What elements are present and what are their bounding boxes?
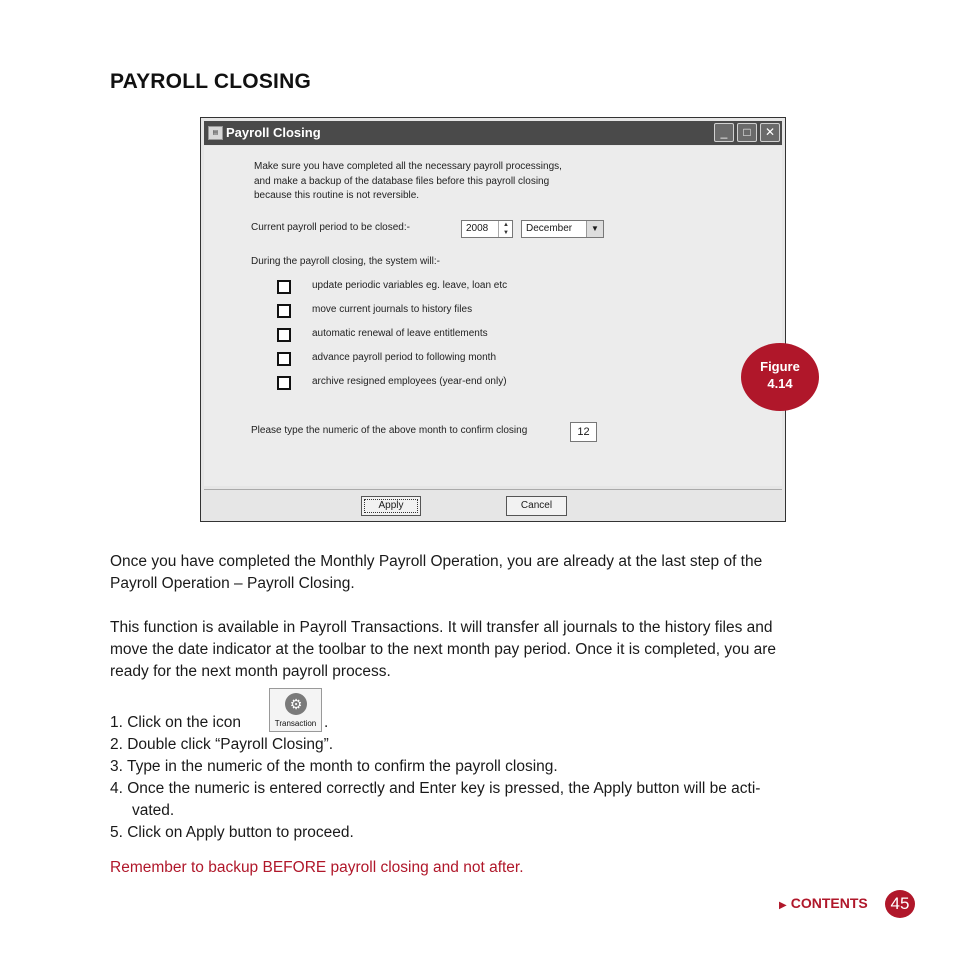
paragraph-line: Once you have completed the Monthly Payroll Operation, you are already at the last step of the bbox=[110, 553, 763, 570]
figure-label: Figure bbox=[760, 359, 800, 374]
checkbox-update-variables[interactable] bbox=[277, 280, 291, 294]
step-2: 2. Double click “Payroll Closing”. bbox=[110, 736, 334, 753]
minimize-button[interactable]: _ bbox=[714, 123, 734, 142]
dialog-body bbox=[204, 146, 782, 486]
paragraph-line: Payroll Operation – Payroll Closing. bbox=[110, 575, 355, 592]
paragraph-function bbox=[110, 617, 880, 683]
contents-link[interactable] bbox=[779, 895, 868, 911]
intro-line-2: and make a backup of the database files before this payroll closing bbox=[254, 176, 550, 187]
transaction-icon-label: Transaction bbox=[274, 719, 317, 728]
checkbox-label: move current journals to history files bbox=[312, 304, 473, 315]
step-5: 5. Click on Apply button to proceed. bbox=[110, 824, 354, 841]
checkbox-label: automatic renewal of leave entitlements bbox=[312, 328, 488, 339]
checkbox-label: advance payroll period to following month bbox=[312, 352, 496, 363]
paragraph-line: This function is available in Payroll Transactions. It will transfer all journals to the history files and bbox=[110, 619, 773, 636]
step-4-continued: vated. bbox=[132, 802, 175, 819]
cancel-button[interactable]: Cancel bbox=[506, 496, 567, 516]
step-1 bbox=[110, 712, 241, 734]
dialog-title: Payroll Closing bbox=[226, 125, 321, 140]
transaction-icon: ⚙ bbox=[285, 693, 307, 715]
year-value: 2008 bbox=[466, 223, 489, 234]
checkbox-label: archive resigned employees (year-end only) bbox=[312, 376, 507, 387]
play-arrow-icon: ▶ bbox=[779, 900, 787, 911]
checkbox-renew-leave[interactable] bbox=[277, 328, 291, 342]
contents-label: CONTENTS bbox=[790, 895, 868, 911]
spin-arrows-icon[interactable]: ▲ ▼ bbox=[498, 221, 513, 237]
close-button[interactable]: ✕ bbox=[760, 123, 780, 142]
step-1-text: 1. Click on the icon bbox=[110, 714, 241, 731]
intro-line-3: because this routine is not reversible. bbox=[254, 190, 420, 201]
figure-number: 4.14 bbox=[767, 376, 793, 391]
step-4: 4. Once the numeric is entered correctly and Enter key is pressed, the Apply button will be acti- bbox=[110, 780, 761, 797]
paragraph-intro bbox=[110, 551, 880, 595]
during-label: During the payroll closing, the system will:- bbox=[251, 256, 440, 267]
apply-button[interactable]: Apply bbox=[361, 496, 421, 516]
dialog-footer bbox=[204, 489, 782, 519]
month-select[interactable] bbox=[521, 220, 604, 238]
transaction-icon-button[interactable] bbox=[269, 688, 322, 732]
step-1-suffix: . bbox=[324, 714, 329, 731]
page-number: 45 bbox=[885, 890, 915, 918]
page-heading: PAYROLL CLOSING bbox=[110, 70, 311, 93]
dialog-titlebar[interactable] bbox=[204, 121, 782, 145]
month-value: December bbox=[526, 223, 573, 234]
checkbox-advance-period[interactable] bbox=[277, 352, 291, 366]
app-icon: ▤ bbox=[208, 126, 223, 140]
maximize-button[interactable]: □ bbox=[737, 123, 757, 142]
step-3: 3. Type in the numeric of the month to confirm the payroll closing. bbox=[110, 758, 558, 775]
intro-line-1: Make sure you have completed all the necessary payroll processings, bbox=[254, 161, 562, 172]
backup-reminder: Remember to backup BEFORE payroll closing and not after. bbox=[110, 859, 524, 876]
payroll-closing-dialog bbox=[200, 117, 786, 522]
checkbox-label: update periodic variables eg. leave, loan etc bbox=[312, 280, 508, 291]
confirm-label: Please type the numeric of the above month to confirm closing bbox=[251, 425, 528, 436]
dropdown-arrow-icon[interactable]: ▼ bbox=[586, 221, 603, 237]
paragraph-line: move the date indicator at the toolbar to the next month pay period. Once it is completed, you are bbox=[110, 641, 777, 658]
confirm-month-input[interactable]: 12 bbox=[570, 422, 597, 442]
year-spinner[interactable] bbox=[461, 220, 513, 238]
period-label: Current payroll period to be closed:- bbox=[251, 222, 410, 233]
paragraph-line: ready for the next month payroll process. bbox=[110, 663, 391, 680]
checkbox-archive-resigned[interactable] bbox=[277, 376, 291, 390]
figure-badge bbox=[741, 343, 819, 411]
checkbox-move-journals[interactable] bbox=[277, 304, 291, 318]
